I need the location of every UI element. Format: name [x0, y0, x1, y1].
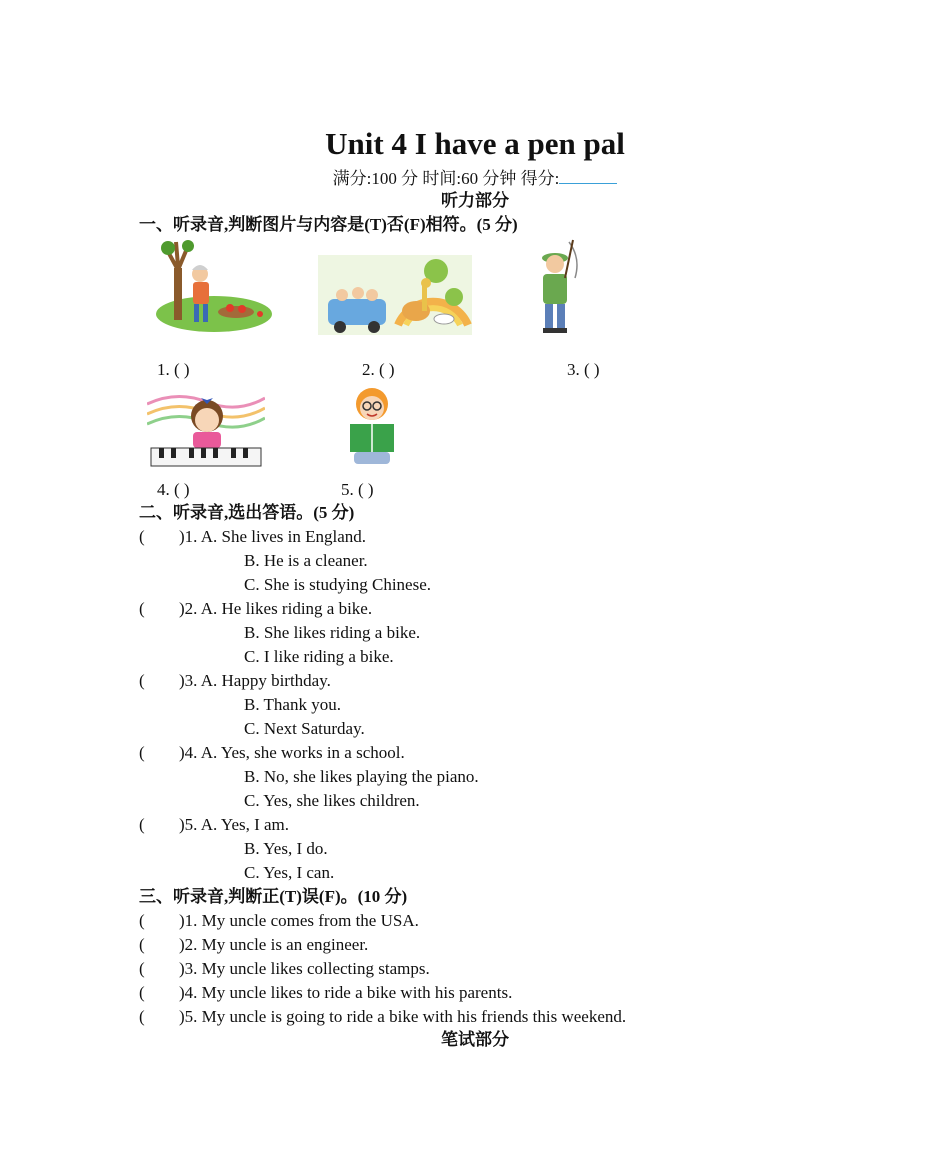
s2-q4-option-c: C. Yes, she likes children. [244, 791, 420, 810]
s2-q5-stem: )5. A. Yes, I am. [179, 815, 290, 834]
section1-heading: 一、听录音,判断图片与内容是(T)否(F)相符。(5 分) [139, 215, 518, 234]
section3-heading: 三、听录音,判断正(T)误(F)。(10 分) [139, 887, 408, 906]
piano-girl-icon [147, 384, 265, 470]
s3-item-1-text: )1. My uncle comes from the USA. [179, 911, 419, 930]
fishing-icon [535, 238, 581, 336]
s2-q5-option-c: C. Yes, I can. [244, 863, 335, 882]
answer-paren[interactable]: ( [139, 671, 145, 690]
answer-paren[interactable]: ( [139, 1007, 145, 1026]
s3-item-4-text: )4. My uncle likes to ride a bike with his parents. [179, 983, 513, 1002]
answer-paren[interactable]: ( [139, 983, 145, 1002]
s3-item-1 [139, 909, 419, 933]
s1-item-3-label: 3. ( ) [567, 360, 600, 379]
answer-paren[interactable]: ( [139, 911, 145, 930]
reading-boy-icon [344, 384, 400, 470]
s3-item-2 [139, 933, 368, 957]
s2-q3 [139, 669, 331, 693]
s2-q2-option-c: C. I like riding a bike. [244, 647, 394, 666]
s3-item-4 [139, 981, 512, 1005]
s3-item-3-text: )3. My uncle likes collecting stamps. [179, 959, 430, 978]
s2-q3-option-b: B. Thank you. [244, 695, 341, 714]
s2-q2-stem: )2. A. He likes riding a bike. [179, 599, 373, 618]
zoo-trip-icon [318, 255, 472, 335]
s2-q5-option-b: B. Yes, I do. [244, 839, 328, 858]
exam-meta [0, 165, 950, 191]
s1-item-1-label: 1. ( ) [157, 360, 190, 379]
s1-item-5-label: 5. ( ) [341, 480, 374, 499]
s2-q3-option-c: C. Next Saturday. [244, 719, 365, 738]
s2-q3-stem: )3. A. Happy birthday. [179, 671, 331, 690]
score-blank[interactable] [559, 165, 617, 184]
s2-q4-option-b: B. No, she likes playing the piano. [244, 767, 479, 786]
answer-paren[interactable]: ( [139, 959, 145, 978]
writing-part-heading: 笔试部分 [441, 1030, 509, 1049]
s2-q1-option-b: B. He is a cleaner. [244, 551, 368, 570]
s3-item-5-text: )5. My uncle is going to ride a bike with his friends this weekend. [179, 1007, 627, 1026]
s3-item-2-text: )2. My uncle is an engineer. [179, 935, 369, 954]
s2-q2-option-b: B. She likes riding a bike. [244, 623, 421, 642]
s2-q2 [139, 597, 372, 621]
answer-paren[interactable]: ( [139, 815, 145, 834]
s2-q4-stem: )4. A. Yes, she works in a school. [179, 743, 405, 762]
answer-paren[interactable]: ( [139, 599, 145, 618]
s2-q1 [139, 525, 366, 549]
answer-paren[interactable]: ( [139, 743, 145, 762]
s1-item-2-label: 2. ( ) [362, 360, 395, 379]
s3-item-5 [139, 1005, 626, 1029]
s1-item-4-label: 4. ( ) [157, 480, 190, 499]
exam-meta-text: 满分:100 分 时间:60 分钟 得分: [332, 169, 560, 188]
gardening-icon [152, 240, 274, 334]
answer-paren[interactable]: ( [139, 527, 145, 546]
listening-part-heading: 听力部分 [441, 191, 509, 210]
s2-q1-option-c: C. She is studying Chinese. [244, 575, 432, 594]
s3-item-3 [139, 957, 430, 981]
s2-q4 [139, 741, 405, 765]
section2-heading: 二、听录音,选出答语。(5 分) [139, 503, 355, 522]
s2-q5 [139, 813, 289, 837]
page-title: Unit 4 I have a pen pal [325, 126, 625, 161]
answer-paren[interactable]: ( [139, 935, 145, 954]
s2-q1-stem: )1. A. She lives in England. [179, 527, 366, 546]
